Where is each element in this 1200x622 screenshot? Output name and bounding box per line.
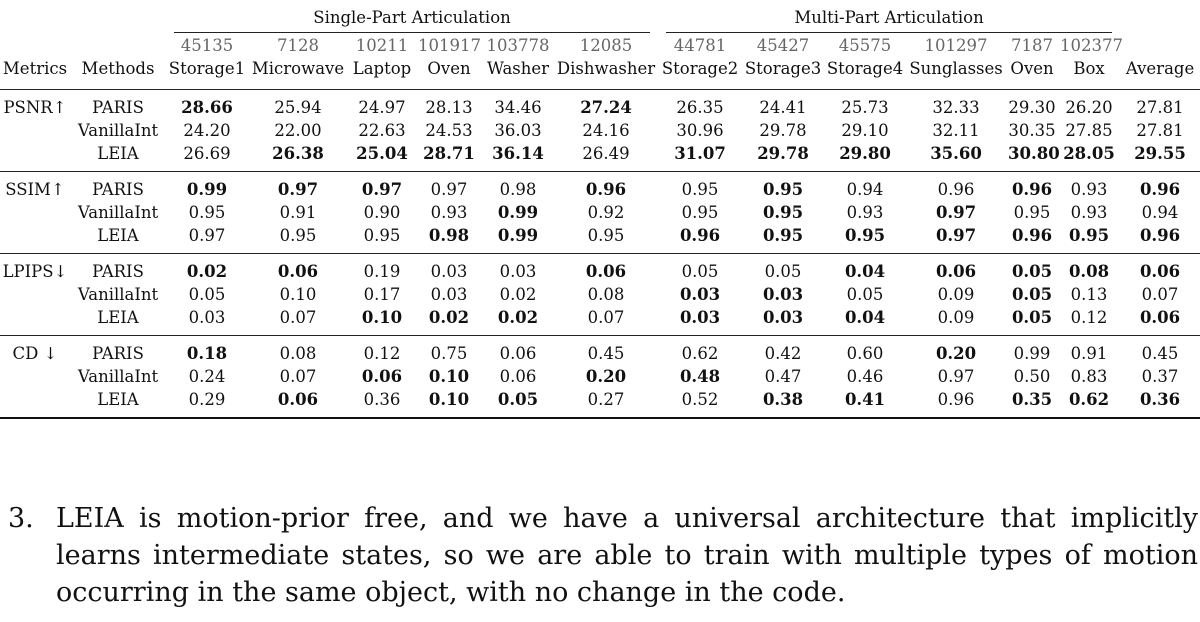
- value-cell: 0.20: [935, 344, 977, 363]
- table-row: [0, 172, 1200, 202]
- value-cell: 0.05: [764, 262, 802, 281]
- object-name-header: Storage4: [824, 57, 906, 90]
- value-cell: 0.02: [416, 306, 482, 336]
- table-row: [0, 388, 1200, 418]
- value-cell: 0.03: [499, 262, 537, 281]
- value-cell: 0.42: [764, 344, 802, 363]
- value-cell: 0.97: [361, 180, 403, 199]
- value-cell: 0.46: [846, 367, 884, 386]
- value-cell: 0.36: [1120, 388, 1200, 418]
- table-row: [0, 142, 1200, 172]
- method-label: PARIS: [92, 98, 144, 117]
- value-cell: 0.03: [658, 306, 742, 336]
- value-cell: 0.91: [1070, 344, 1108, 363]
- value-cell: 0.93: [1070, 180, 1108, 199]
- value-cell: 0.03: [166, 306, 248, 336]
- value-cell: 0.06: [277, 262, 319, 281]
- value-cell: 29.10: [841, 121, 889, 140]
- method-label: VanillaInt: [77, 285, 159, 304]
- value-cell: 0.94: [846, 180, 884, 199]
- value-cell: 25.04: [348, 142, 416, 172]
- value-cell: 0.06: [935, 262, 977, 281]
- value-cell: 29.55: [1120, 142, 1200, 172]
- object-name-header: Storage1: [166, 57, 248, 90]
- method-label: PARIS: [92, 262, 144, 281]
- value-cell: 27.81: [1136, 98, 1184, 117]
- method-label: LEIA: [70, 224, 166, 254]
- value-cell: 0.95: [348, 224, 416, 254]
- value-cell: 0.96: [658, 224, 742, 254]
- value-cell: 0.97: [430, 180, 468, 199]
- method-label: PARIS: [92, 344, 144, 363]
- value-cell: 34.46: [494, 98, 542, 117]
- value-cell: 0.95: [1013, 203, 1051, 222]
- value-cell: 36.14: [482, 142, 554, 172]
- metric-label: LPIPS↓: [2, 262, 68, 281]
- column-header-row: [0, 57, 1200, 90]
- method-label: VanillaInt: [77, 121, 159, 140]
- table-row: [0, 119, 1200, 142]
- table-row: [0, 283, 1200, 306]
- value-cell: 25.73: [841, 98, 889, 117]
- value-cell: 0.05: [681, 262, 719, 281]
- value-cell: 0.17: [363, 285, 401, 304]
- value-cell: 0.75: [430, 344, 468, 363]
- object-id-cell: 10211: [355, 36, 409, 55]
- value-cell: 0.08: [1068, 262, 1110, 281]
- table-row: [0, 254, 1200, 284]
- value-cell: 0.93: [1070, 203, 1108, 222]
- method-label: LEIA: [70, 388, 166, 418]
- value-cell: 0.06: [499, 344, 537, 363]
- value-cell: 0.27: [554, 388, 658, 418]
- value-cell: 35.60: [906, 142, 1006, 172]
- object-name-header: Box: [1058, 57, 1120, 90]
- value-cell: 0.10: [348, 306, 416, 336]
- group-multi-part: [658, 4, 1120, 34]
- value-cell: 0.99: [186, 180, 228, 199]
- value-cell: 0.41: [824, 388, 906, 418]
- object-name-header: Sunglasses: [906, 57, 1006, 90]
- method-label: PARIS: [92, 180, 144, 199]
- value-cell: 0.95: [248, 224, 348, 254]
- value-cell: 0.96: [1006, 224, 1058, 254]
- value-cell: 0.37: [1141, 367, 1179, 386]
- object-id-cell: 45135: [180, 36, 234, 55]
- value-cell: 0.97: [937, 367, 975, 386]
- value-cell: 0.93: [430, 203, 468, 222]
- value-cell: 0.62: [1058, 388, 1120, 418]
- value-cell: 29.80: [824, 142, 906, 172]
- value-cell: 0.06: [1139, 262, 1181, 281]
- table-row: [0, 336, 1200, 366]
- value-cell: 0.09: [937, 285, 975, 304]
- value-cell: 0.52: [658, 388, 742, 418]
- group-label-multi-part: Multi-Part Articulation: [666, 6, 1112, 33]
- object-id-cell: 44781: [673, 36, 727, 55]
- value-cell: 0.95: [762, 203, 804, 222]
- value-cell: 0.03: [762, 285, 804, 304]
- value-cell: 0.05: [482, 388, 554, 418]
- value-cell: 0.07: [248, 306, 348, 336]
- value-cell: 27.24: [580, 98, 632, 117]
- value-cell: 0.93: [846, 203, 884, 222]
- value-cell: 0.10: [279, 285, 317, 304]
- value-cell: 0.06: [1120, 306, 1200, 336]
- value-cell: 0.05: [846, 285, 884, 304]
- value-cell: 0.03: [742, 306, 824, 336]
- metric-label: SSIM↑: [5, 180, 65, 199]
- table-row: [0, 306, 1200, 336]
- value-cell: 0.95: [554, 224, 658, 254]
- value-cell: 0.95: [762, 180, 804, 199]
- value-cell: 0.60: [846, 344, 884, 363]
- value-cell: 0.99: [1013, 344, 1051, 363]
- value-cell: 24.53: [425, 121, 473, 140]
- value-cell: 0.06: [499, 367, 537, 386]
- methods-header: Methods: [70, 57, 166, 90]
- value-cell: 0.96: [937, 180, 975, 199]
- value-cell: 31.07: [658, 142, 742, 172]
- value-cell: 22.63: [358, 121, 406, 140]
- object-name-header: Oven: [416, 57, 482, 90]
- table-body: [0, 4, 1200, 418]
- paragraph-text: LEIA is motion-prior free, and we have a universal architecture that implicitly learns intermediate states, so we are able to train with multiple types of motion occurring in the same object, with no change in the code.: [56, 503, 1198, 608]
- value-cell: 0.96: [1139, 180, 1181, 199]
- value-cell: 24.97: [358, 98, 406, 117]
- object-name-header: Washer: [482, 57, 554, 90]
- value-cell: 27.85: [1065, 121, 1113, 140]
- value-cell: 0.10: [428, 367, 470, 386]
- value-cell: 0.45: [1141, 344, 1179, 363]
- value-cell: 0.97: [935, 203, 977, 222]
- value-cell: 0.35: [1006, 388, 1058, 418]
- table-row: [0, 201, 1200, 224]
- value-cell: 22.00: [274, 121, 322, 140]
- object-id-cell: 7187: [1011, 36, 1054, 55]
- value-cell: 26.20: [1065, 98, 1113, 117]
- value-cell: 28.71: [416, 142, 482, 172]
- object-id-cell: 101297: [924, 36, 988, 55]
- value-cell: 0.02: [482, 306, 554, 336]
- metric-label: PSNR↑: [3, 98, 67, 117]
- value-cell: 24.20: [183, 121, 231, 140]
- table-row: [0, 224, 1200, 254]
- method-label: VanillaInt: [77, 367, 159, 386]
- value-cell: 30.96: [676, 121, 724, 140]
- value-cell: 0.95: [681, 203, 719, 222]
- value-cell: 0.96: [1120, 224, 1200, 254]
- value-cell: 0.05: [1011, 262, 1053, 281]
- value-cell: 0.91: [279, 203, 317, 222]
- value-cell: 0.95: [1058, 224, 1120, 254]
- method-label: VanillaInt: [77, 203, 159, 222]
- value-cell: 0.24: [188, 367, 226, 386]
- value-cell: 0.03: [430, 285, 468, 304]
- value-cell: 0.96: [585, 180, 627, 199]
- value-cell: 0.29: [166, 388, 248, 418]
- list-number: 3.: [8, 503, 34, 534]
- group-single-part: [166, 4, 658, 34]
- value-cell: 36.03: [494, 121, 542, 140]
- object-id-cell: 103778: [486, 36, 550, 55]
- metric-label: CD ↓: [12, 344, 58, 363]
- value-cell: 0.97: [277, 180, 319, 199]
- object-name-header: Microwave: [248, 57, 348, 90]
- value-cell: 0.97: [166, 224, 248, 254]
- value-cell: 25.94: [274, 98, 322, 117]
- value-cell: 32.11: [932, 121, 980, 140]
- results-table: [0, 4, 1200, 419]
- value-cell: 29.78: [759, 121, 807, 140]
- metrics-header: Metrics: [0, 57, 70, 90]
- object-id-cell: 7128: [277, 36, 319, 55]
- value-cell: 0.36: [348, 388, 416, 418]
- value-cell: 0.62: [681, 344, 719, 363]
- value-cell: 0.05: [188, 285, 226, 304]
- value-cell: 0.02: [186, 262, 228, 281]
- value-cell: 30.35: [1008, 121, 1056, 140]
- value-cell: 0.09: [906, 306, 1006, 336]
- value-cell: 0.19: [363, 262, 401, 281]
- value-cell: 0.95: [742, 224, 824, 254]
- value-cell: 26.35: [676, 98, 724, 117]
- value-cell: 0.05: [1006, 306, 1058, 336]
- group-header-row: [0, 4, 1200, 34]
- value-cell: 0.03: [430, 262, 468, 281]
- object-id-cell: 12085: [579, 36, 633, 55]
- object-name-header: Laptop: [348, 57, 416, 90]
- value-cell: 0.38: [742, 388, 824, 418]
- value-cell: 0.07: [554, 306, 658, 336]
- object-id-row: [0, 34, 1200, 57]
- method-label: LEIA: [70, 142, 166, 172]
- value-cell: 0.06: [585, 262, 627, 281]
- value-cell: 0.98: [499, 180, 537, 199]
- value-cell: 24.41: [759, 98, 807, 117]
- value-cell: 28.05: [1058, 142, 1120, 172]
- value-cell: 0.96: [1011, 180, 1053, 199]
- value-cell: 0.92: [587, 203, 625, 222]
- object-name-header: Dishwasher: [554, 57, 658, 90]
- value-cell: 0.47: [764, 367, 802, 386]
- value-cell: 26.38: [248, 142, 348, 172]
- value-cell: 0.04: [844, 262, 886, 281]
- value-cell: 0.07: [279, 367, 317, 386]
- value-cell: 0.45: [587, 344, 625, 363]
- numbered-paragraph: [8, 500, 1198, 611]
- value-cell: 30.80: [1006, 142, 1058, 172]
- value-cell: 0.06: [248, 388, 348, 418]
- value-cell: 0.06: [361, 367, 403, 386]
- value-cell: 0.50: [1013, 367, 1051, 386]
- object-name-header: Storage3: [742, 57, 824, 90]
- value-cell: 28.66: [181, 98, 233, 117]
- value-cell: 0.94: [1141, 203, 1179, 222]
- value-cell: 0.08: [587, 285, 625, 304]
- object-id-cell: 45427: [756, 36, 810, 55]
- table-row: [0, 90, 1200, 120]
- value-cell: 0.96: [906, 388, 1006, 418]
- average-header: Average: [1120, 57, 1200, 90]
- value-cell: 0.20: [585, 367, 627, 386]
- value-cell: 0.03: [679, 285, 721, 304]
- value-cell: 0.99: [497, 203, 539, 222]
- value-cell: 0.10: [416, 388, 482, 418]
- value-cell: 0.04: [824, 306, 906, 336]
- value-cell: 0.18: [186, 344, 228, 363]
- value-cell: 0.13: [1070, 285, 1108, 304]
- value-cell: 0.12: [1058, 306, 1120, 336]
- value-cell: 26.69: [166, 142, 248, 172]
- object-id-cell: 102377: [1060, 36, 1124, 55]
- group-label-single-part: Single-Part Articulation: [174, 6, 650, 33]
- value-cell: 0.07: [1141, 285, 1179, 304]
- value-cell: 0.95: [681, 180, 719, 199]
- value-cell: 0.83: [1070, 367, 1108, 386]
- object-id-cell: 101917: [418, 36, 481, 55]
- object-name-header: Storage2: [658, 57, 742, 90]
- value-cell: 0.98: [416, 224, 482, 254]
- value-cell: 0.08: [279, 344, 317, 363]
- value-cell: 0.97: [906, 224, 1006, 254]
- value-cell: 29.78: [742, 142, 824, 172]
- object-name-header: Oven: [1006, 57, 1058, 90]
- value-cell: 29.30: [1008, 98, 1056, 117]
- value-cell: 26.49: [554, 142, 658, 172]
- value-cell: 0.90: [363, 203, 401, 222]
- value-cell: 24.16: [582, 121, 630, 140]
- object-id-cell: 45575: [838, 36, 892, 55]
- value-cell: 0.48: [679, 367, 721, 386]
- value-cell: 0.12: [363, 344, 401, 363]
- value-cell: 0.95: [824, 224, 906, 254]
- value-cell: 27.81: [1136, 121, 1184, 140]
- method-label: LEIA: [70, 306, 166, 336]
- value-cell: 0.99: [482, 224, 554, 254]
- value-cell: 0.05: [1011, 285, 1053, 304]
- table-row: [0, 365, 1200, 388]
- value-cell: 28.13: [425, 98, 473, 117]
- value-cell: 32.33: [932, 98, 980, 117]
- value-cell: 0.02: [499, 285, 537, 304]
- value-cell: 0.95: [188, 203, 226, 222]
